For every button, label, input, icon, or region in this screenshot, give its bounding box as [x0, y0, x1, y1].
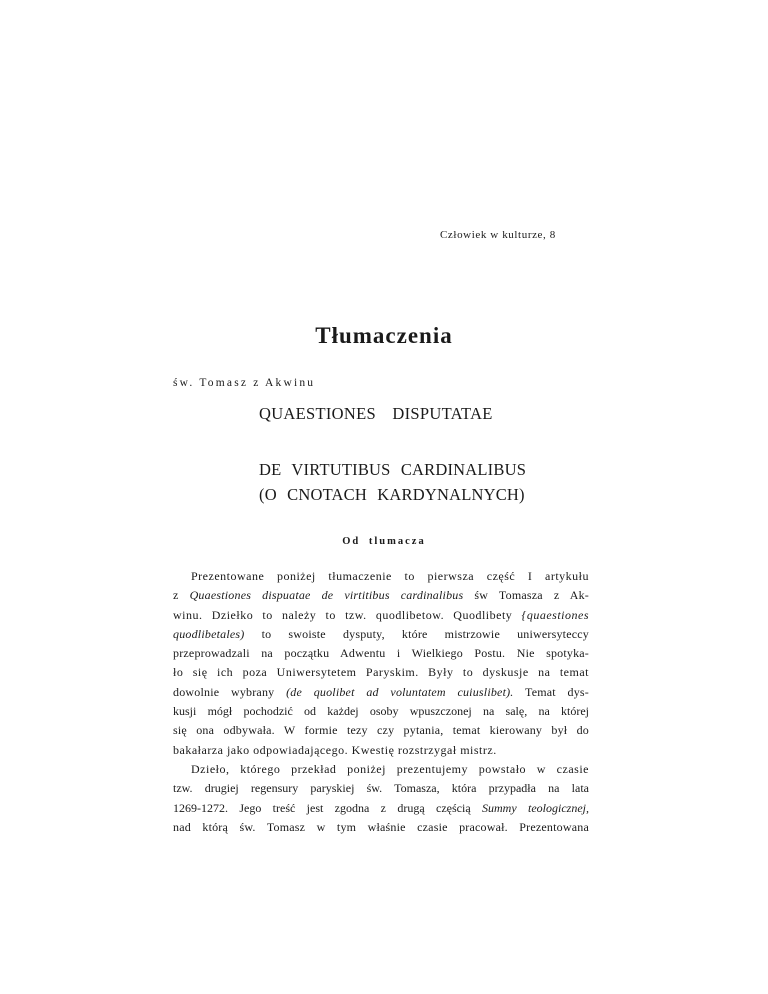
work-title: QUAESTIONES DISPUTATAE [259, 404, 493, 423]
text-line: dowolnie wybrany (de quolibet ad voluntatem cuiuslibet). Temat dys- [173, 684, 589, 699]
text-line: się ona odbywała. W formie tezy czy pytania, temat kierowany był do [173, 723, 589, 738]
body-text [173, 567, 589, 837]
section-title: Tłumaczenia [315, 323, 453, 348]
work-subtitle [259, 457, 526, 507]
text-line: nad którą św. Tomasz w tym właśnie czasie pracował. Prezentowana [173, 819, 589, 834]
text-line: Prezentowane poniżej tłumaczenie to pierwsza część I artykułu [191, 569, 589, 583]
text-line: 1269-1272. Jego treść jest zgodna z drugą częścią Summy teologicznej, [173, 800, 589, 815]
text-line: winu. Dziełko to należy to tzw. quodlibetow. Quodlibety {quaestiones [173, 607, 589, 622]
text-line: Dzieło, którego przekład poniżej prezentujemy powstało w czasie [191, 761, 589, 776]
author-name: św. Tomasz z Akwinu [173, 377, 316, 389]
text-line: przeprowadzali na początku Adwentu i Wielkiego Postu. Nie spotyka- [173, 646, 589, 661]
work-subtitle-line: (O CNOTACH KARDYNALNYCH) [259, 485, 525, 504]
paragraph-1 [173, 567, 589, 760]
text-line: ło się ich poza Uniwersytetem Paryskim. Były to dyskusje na temat [173, 665, 589, 680]
text-line: z Quaestiones dispuatae de virtitibus cardinalibus św Tomasza z Ak- [173, 588, 589, 603]
work-subtitle-line: DE VIRTUTIBUS CARDINALIBUS [259, 460, 527, 479]
text-line: kusji mógł pochodzić od każdej osoby wpuszczonej na salę, na której [173, 704, 589, 719]
paragraph-2 [173, 760, 589, 837]
text-line: tzw. drugiej regensury paryskiej św. Tomasza, która przypadła na lata [173, 781, 589, 796]
text-line: bakałarza jako odpowiadającego. Kwestię rozstrzygał mistrz. [173, 742, 497, 757]
text-line: quodlibetales) to swoiste dysputy, które mistrzowie uniwersyteccy [173, 626, 589, 641]
running-head: Człowiek w kulturze, 8 [440, 229, 556, 241]
translator-note-heading: Od tlumacza [342, 536, 426, 547]
